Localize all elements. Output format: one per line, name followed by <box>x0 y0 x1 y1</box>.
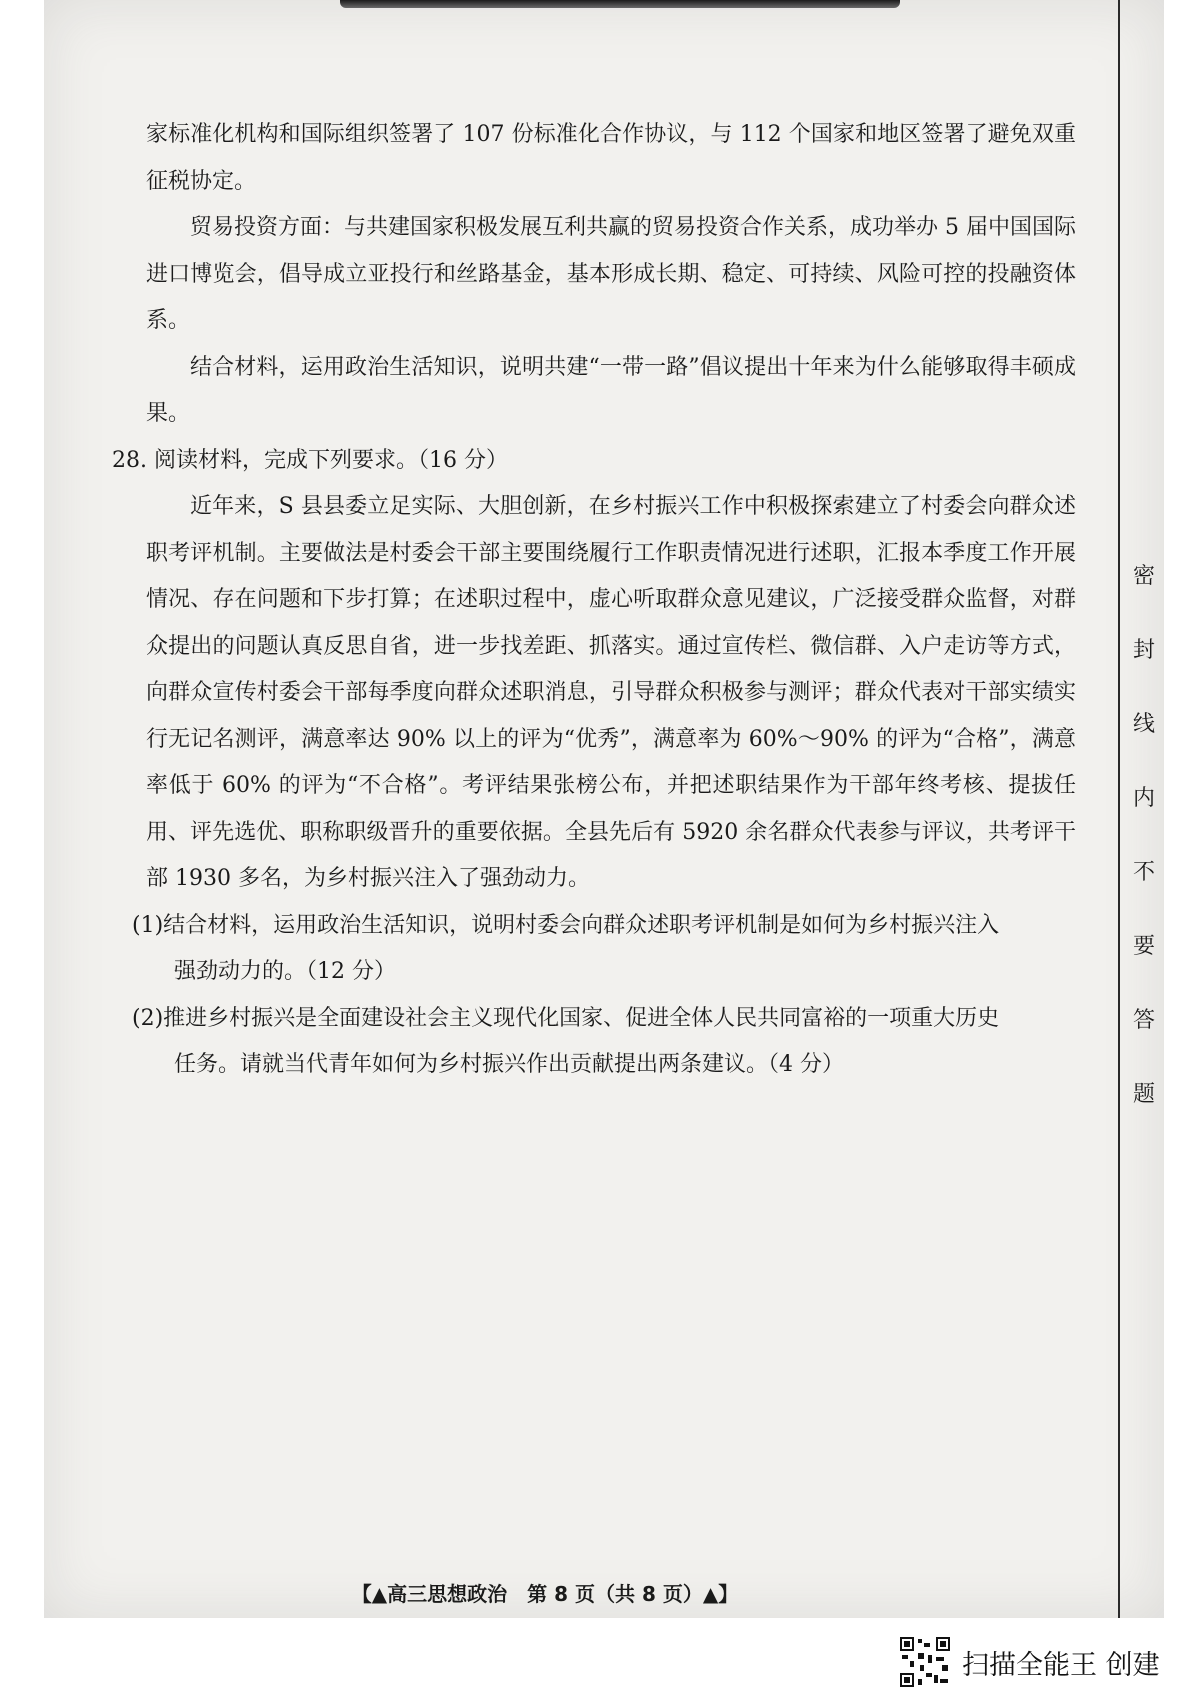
seal-char: 密 <box>1132 564 1155 589</box>
paragraph-continued: 家标准化机构和国际组织签署了 107 份标准化合作协议，与 112 个国家和地区签署了避免双重征税协定。 <box>146 122 1076 194</box>
watermark-text: 扫描全能王 创建 <box>962 1649 1160 1681</box>
page-footer: 【▲高三思想政治 第 8 页（共 8 页）▲】 <box>351 1582 739 1606</box>
paragraph-trade-investment: 贸易投资方面：与共建国家积极发展互利共赢的贸易投资合作关系，成功举办 5 届中国国际进口博览会，倡导成立亚投行和丝路基金，基本形成长期、稳定、可持续、风险可控的投融资体系。 <box>146 215 1076 333</box>
sub-2-line-2: 任务。请就当代青年如何为乡村振兴作出贡献提出两条建议。（4 分） <box>174 1052 844 1077</box>
seal-char: 线 <box>1132 712 1155 737</box>
seal-char: 封 <box>1132 638 1155 663</box>
question-28-material: 近年来，S 县县委立足实际、大胆创新，在乡村振兴工作中积极探索建立了村委会向群众述职考评机制。主要做法是村委会干部主要围绕履行工作职责情况进行述职，汇报本季度工作开展情况、存在问题和下步打算；在述职过程中，虚心听取群众意见建议，广泛接受群众监督，对群众提出的问题认真反思自省，进一步找差距、抓落实。通过宣传栏、微信群、入户走访等方式，向群众宣传村委会干部每季度向群众述职消息，引导群众积极参与测评；群众代表对干部实绩实行无记名测评，满意率达 90% 以上的评为“优秀”，满意率为 60%～90% 的评为“合格”，满意率低于 60% 的评为“不合格”。考评结果张榜公布，并把述职结果作为干部年终考核、提拔任用、评先选优、职称职级晋升的重要依据。全县先后有 5920 余名群众代表参与评议，共考评干部 1930 多名，为乡村振兴注入了强劲动力。 <box>146 494 1076 891</box>
sub-1-line-2: 强劲动力的。（12 分） <box>174 959 396 984</box>
question-28-sub-2 <box>132 996 1076 1089</box>
scanner-watermark <box>900 1632 1160 1692</box>
sub-1-line-1: (1)结合材料，运用政治生活知识，说明村委会向群众述职考评机制是如何为乡村振兴注入 <box>132 912 1000 938</box>
seal-line-notice <box>1124 540 1164 1132</box>
seal-char: 要 <box>1132 934 1155 959</box>
seal-char: 答 <box>1132 1008 1155 1033</box>
question-28-sub-1 <box>132 903 1076 996</box>
question-28-heading: 28. 阅读材料，完成下列要求。（16 分） <box>112 447 508 473</box>
sub-2-line-1: (2)推进乡村振兴是全面建设社会主义现代化国家、促进全体人民共同富裕的一项重大历史 <box>132 1005 1000 1031</box>
page-content <box>112 112 1076 1089</box>
seal-char: 内 <box>1132 786 1155 811</box>
question-27-prompt: 结合材料，运用政治生活知识，说明共建“一带一路”倡议提出十年来为什么能够取得丰硕成果。 <box>146 354 1076 426</box>
seal-char: 不 <box>1132 860 1155 885</box>
seal-char: 题 <box>1132 1082 1155 1107</box>
qr-code-icon <box>900 1637 950 1687</box>
scan-edge-shadow <box>340 0 900 8</box>
seal-line <box>1118 0 1120 1618</box>
